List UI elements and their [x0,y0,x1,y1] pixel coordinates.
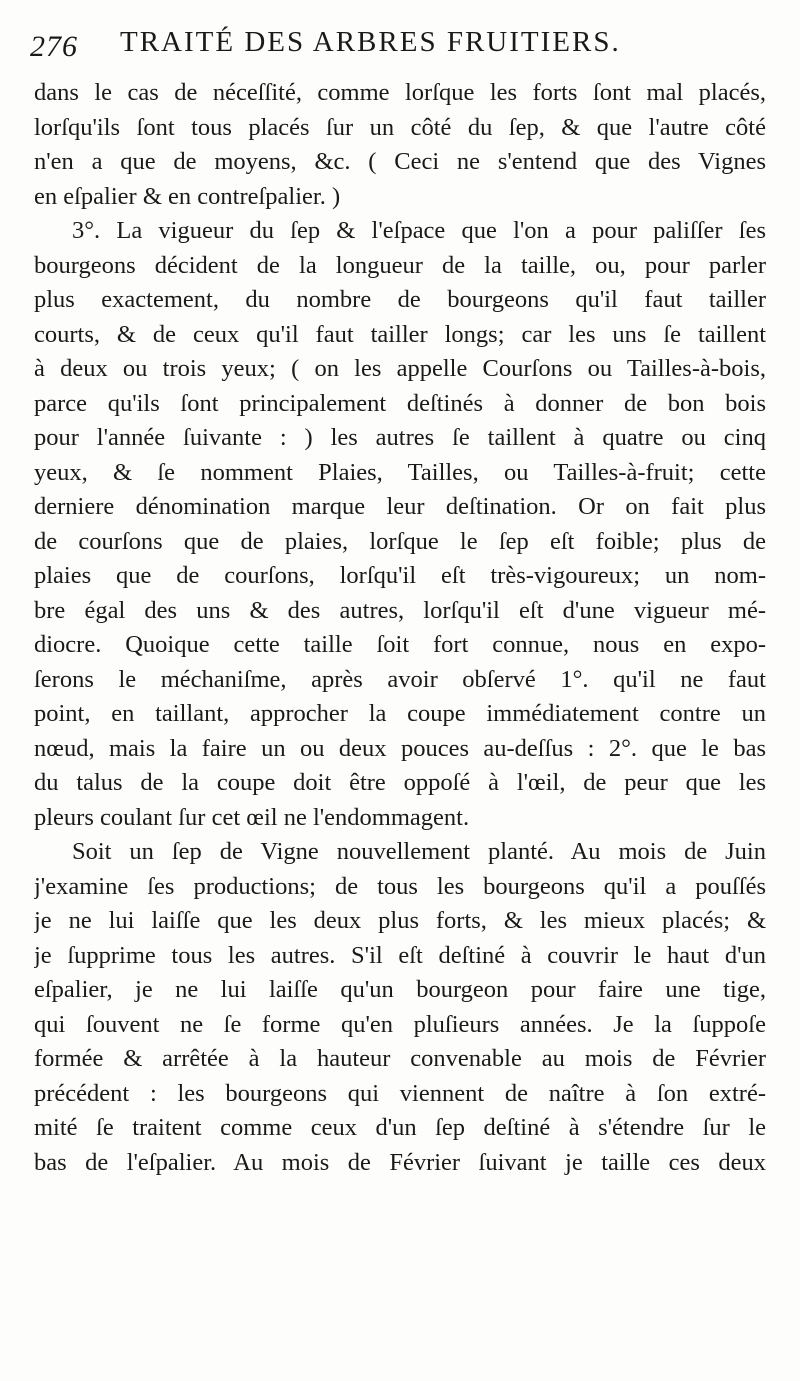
text-line: yeux, & ſe nomment Plaies, Tailles, ou Tailles-à-fruit; cette [34,458,766,486]
text-line: lorſqu'ils ſont tous placés ſur un côté du ſep, & que l'autre côté [34,113,766,141]
text-line: n'en a que de moyens, &c. ( Ceci ne s'entend que des Vignes [34,148,766,175]
text-line: en eſpalier & en contreſpalier. ) [34,182,341,210]
text-line: qui ſouvent ne ſe forme qu'en pluſieurs années. Je la ſuppoſe [34,1010,766,1038]
text-line: eſpalier, je ne lui laiſſe qu'un bourgeon pour faire une tige, [34,976,766,1003]
text-line: de courſons que de plaies, lorſque le ſep eſt foible; plus de [34,527,766,555]
page-number: 276 [30,30,78,63]
text-line: bourgeons décident de la longueur de la taille, ou, pour parler [34,251,766,279]
text-line: ſerons le méchaniſme, après avoir obſervé 1°. qu'il ne faut [34,665,766,693]
running-title: TRAITÉ DES ARBRES FRUITIERS. [120,26,621,58]
text-line: du talus de la coupe doit être oppoſé à l'œil, de peur que les [34,769,766,796]
text-line: derniere dénomination marque leur deſtination. Or on fait plus [34,493,766,520]
text-line: plaies que de courſons, lorſqu'il eſt très-vigoureux; un nom- [34,562,766,589]
text-line: parce qu'ils ſont principalement deſtinés à donner de bon bois [34,389,766,417]
text-line: mité ſe traitent comme ceux d'un ſep deſtiné à s'étendre ſur le [34,1114,766,1141]
page-header [30,26,770,70]
text-line: pleurs coulant ſur cet œil ne l'endommagent. [34,803,470,831]
text-line: formée & arrêtée à la hauteur convenable au mois de Février [34,1045,766,1072]
text-line: diocre. Quoique cette taille ſoit fort connue, nous en expo- [34,631,766,658]
text-line: plus exactement, du nombre de bourgeons qu'il faut tailler [34,286,766,313]
text-line: je ne lui laiſſe que les deux plus forts, & les mieux placés; & [34,907,766,934]
text-line: à deux ou trois yeux; ( on les appelle Courſons ou Tailles-à-bois, [34,355,766,382]
text-line: précédent : les bourgeons qui viennent de naître à ſon extré- [34,1079,766,1107]
text-line: 3°. La vigueur du ſep & l'eſpace que l'on a pour paliſſer ſes [72,217,766,244]
text-line: bre égal des uns & des autres, lorſqu'il eſt d'une vigueur mé- [34,596,766,624]
text-line: je ſupprime tous les autres. S'il eſt deſtiné à couvrir le haut d'un [34,941,766,969]
text-line: courts, & de ceux qu'il faut tailler longs; car les uns ſe taillent [34,320,766,348]
body-text [34,76,766,1180]
text-line: nœud, mais la faire un ou deux pouces au-deſſus : 2°. que le bas [34,734,766,762]
text-line: bas de l'eſpalier. Au mois de Février ſuivant je taille ces deux [34,1148,766,1176]
text-line: pour l'année ſuivante : ) les autres ſe taillent à quatre ou cinq [34,424,766,451]
text-line: point, en taillant, approcher la coupe immédiatement contre un [34,700,766,727]
text-line: dans le cas de néceſſité, comme lorſque les forts ſont mal placés, [34,79,766,106]
text-line: j'examine ſes productions; de tous les bourgeons qu'il a pouſſés [34,872,766,900]
text-line: Soit un ſep de Vigne nouvellement planté. Au mois de Juin [72,838,766,865]
